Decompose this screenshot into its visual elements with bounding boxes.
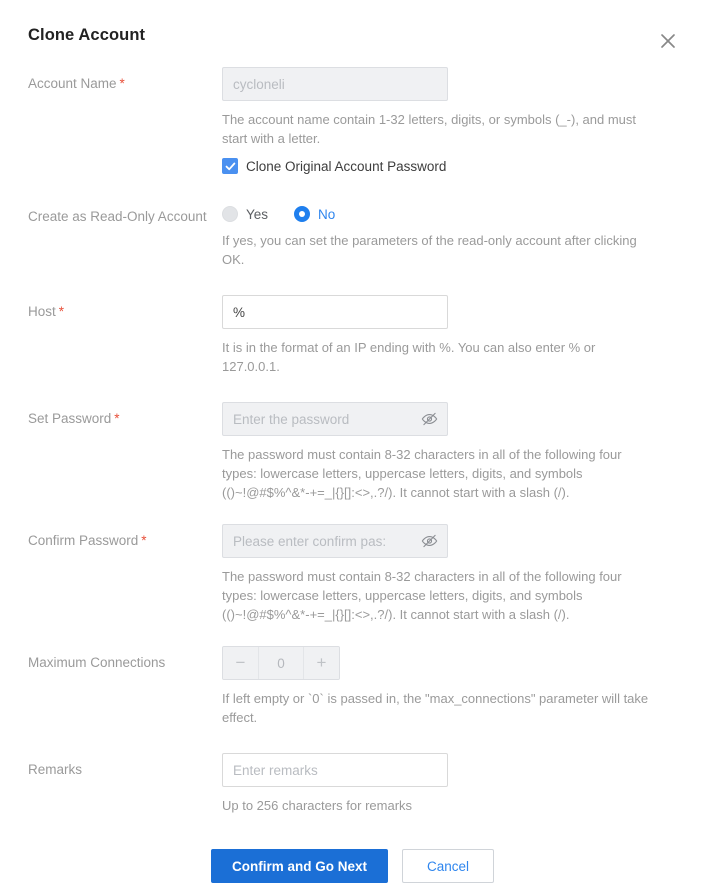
host-value: %	[233, 304, 246, 320]
label-max-connections: Maximum Connections	[28, 655, 166, 670]
label-confirm-password-text: Confirm Password	[28, 533, 139, 548]
remarks-hint: Up to 256 characters for remarks	[222, 798, 413, 813]
label-account-name-text: Account Name	[28, 76, 117, 91]
eye-off-icon[interactable]	[421, 533, 438, 550]
set-password-placeholder: Enter the password	[233, 411, 350, 427]
check-icon[interactable]	[222, 158, 238, 174]
clone-password-checkbox-row[interactable]	[222, 158, 677, 174]
label-account-name	[28, 67, 222, 93]
radio-read-only-no[interactable]	[294, 206, 335, 222]
radio-yes-label: Yes	[246, 206, 269, 222]
label-host-text: Host	[28, 304, 56, 319]
label-set-password	[28, 402, 222, 428]
label-host	[28, 295, 222, 321]
field-row-host	[28, 295, 677, 376]
confirm-password-input[interactable]	[222, 524, 448, 558]
spacer	[28, 624, 677, 646]
max-connections-hint: If left empty or `0` is passed in, the "max_connections" parameter will take effect.	[222, 691, 649, 725]
account-name-hint: The account name contain 1-32 letters, digits, or symbols (_-), and must start with a letter.	[222, 112, 637, 146]
confirm-password-hint: The password must contain 8-32 characters in all of the following four types: lowercase letters, uppercase letters, digits, and symbols (()~!@#$%^&*-+=_|{}[]:<>,.?/). It cannot start with a slash (/).	[222, 569, 622, 622]
radio-icon-checked	[294, 206, 310, 222]
label-confirm-password	[28, 524, 222, 550]
clone-account-form	[0, 45, 705, 883]
label-set-password-text: Set Password	[28, 411, 112, 426]
required-marker: *	[119, 76, 125, 91]
required-marker: *	[141, 533, 147, 548]
max-connections-value[interactable]: 0	[259, 647, 303, 679]
dialog-header	[0, 0, 705, 45]
field-row-read-only	[28, 200, 677, 269]
required-marker: *	[58, 304, 65, 319]
confirm-password-placeholder: Please enter confirm pas:	[233, 533, 387, 549]
read-only-radio-group	[222, 200, 677, 222]
host-hint: It is in the format of an IP ending with %. You can also enter % or 127.0.0.1.	[222, 340, 596, 374]
label-read-only: Create as Read-Only Account	[28, 209, 207, 224]
dialog-footer	[28, 849, 677, 883]
page-title: Clone Account	[28, 26, 146, 44]
spacer	[28, 174, 677, 200]
field-row-max-connections	[28, 646, 677, 727]
cancel-button[interactable]: Cancel	[402, 849, 494, 883]
account-name-input[interactable]	[222, 67, 448, 101]
required-marker: *	[114, 411, 120, 426]
clone-password-checkbox-label: Clone Original Account Password	[246, 158, 447, 174]
remarks-input[interactable]	[222, 753, 448, 787]
account-name-value: cycloneli	[233, 76, 285, 92]
field-row-remarks	[28, 753, 677, 815]
radio-read-only-yes[interactable]	[222, 206, 268, 222]
close-icon[interactable]	[657, 30, 679, 52]
label-remarks: Remarks	[28, 762, 83, 777]
host-input[interactable]	[222, 295, 448, 329]
spacer	[28, 376, 677, 402]
confirm-and-go-next-button[interactable]: Confirm and Go Next	[211, 849, 388, 883]
radio-icon-unchecked	[222, 206, 238, 222]
spacer	[28, 269, 677, 295]
field-row-confirm-password	[28, 524, 677, 624]
read-only-hint: If yes, you can set the parameters of the read-only account after clicking OK.	[222, 233, 637, 267]
eye-off-icon[interactable]	[421, 411, 438, 428]
spacer	[28, 727, 677, 753]
stepper-decrement-button[interactable]: −	[223, 647, 259, 679]
stepper-increment-button[interactable]: +	[303, 647, 339, 679]
field-row-account-name	[28, 67, 677, 174]
set-password-input[interactable]	[222, 402, 448, 436]
field-row-set-password	[28, 402, 677, 502]
spacer	[28, 502, 677, 524]
max-connections-stepper[interactable]	[222, 646, 340, 680]
radio-no-label: No	[318, 206, 336, 222]
remarks-placeholder: Enter remarks	[233, 762, 318, 778]
set-password-hint: The password must contain 8-32 characters in all of the following four types: lowercase letters, uppercase letters, digits, and symbols (()~!@#$%^&*-+=_|{}[]:<>,.?/). It cannot start with a slash (/).	[222, 447, 622, 500]
